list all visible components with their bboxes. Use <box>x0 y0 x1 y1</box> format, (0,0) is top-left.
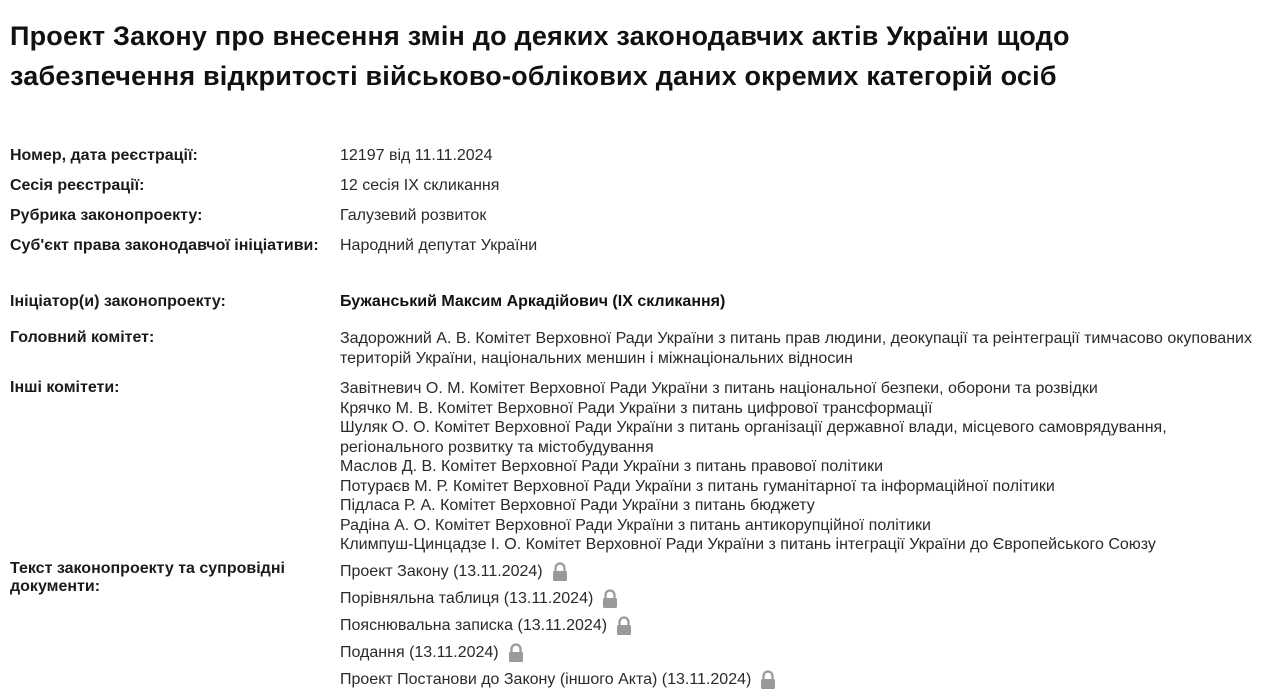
lock-icon <box>615 616 633 636</box>
other-committees-row <box>10 376 1270 557</box>
page-title: Проект Закону про внесення змін до деяких законодавчих актів України щодо забезпечення відкритості військово-облікових даних окремих категорій осіб <box>10 21 1070 91</box>
initiator-row <box>10 286 1270 326</box>
document-title: Подання (13.11.2024) <box>340 643 499 661</box>
committee-item: Климпуш-Цинцадзе І. О. Комітет Верховної Ради України з питань інтеграції України до Європейського Союзу <box>340 536 1156 553</box>
committee-item: Шуляк О. О. Комітет Верховної Ради України з питань організації державної влади, місцевого самоврядування, регіонального розвитку та містобудування <box>340 419 1167 456</box>
document-link-submission[interactable] <box>340 639 1270 666</box>
bill-info-table <box>10 144 1270 697</box>
registration-row <box>10 144 1270 174</box>
document-link-explanatory-note[interactable] <box>340 612 1270 639</box>
rubric-label: Рубрика законопроекту: <box>10 207 203 224</box>
committee-item: Потураєв М. Р. Комітет Верховної Ради України з питань гуманітарної та інформаційної політики <box>340 477 1055 495</box>
document-title: Пояснювальна записка (13.11.2024) <box>340 616 608 634</box>
main-committee-value: Задорожний А. В. Комітет Верховної Ради України з питань прав людини, деокупації та реінтеграції тимчасово окупованих територій України, національних меншин і міжнаціональних відносин <box>340 330 1252 367</box>
document-title: Проект Закону (13.11.2024) <box>340 562 543 580</box>
main-committee-row <box>10 326 1270 376</box>
registration-value: 12197 від 11.11.2024 <box>340 147 493 164</box>
document-title: Порівняльна таблиця (13.11.2024) <box>340 589 594 607</box>
registration-label: Номер, дата реєстрації: <box>10 147 198 164</box>
initiator-link[interactable]: Бужанський Максим Аркадійович (IX скликання) <box>340 293 726 310</box>
subject-label: Суб'єкт права законодавчої ініціативи: <box>10 237 319 254</box>
committee-item: Маслов Д. В. Комітет Верховної Ради України з питань правової політики <box>340 458 884 475</box>
document-title: Проект Постанови до Закону (іншого Акта) (13.11.2024) <box>340 670 752 688</box>
committee-item: Підласа Р. А. Комітет Верховної Ради України з питань бюджету <box>340 497 815 514</box>
document-link-draft-resolution[interactable] <box>340 666 1270 693</box>
documents-list <box>340 557 1270 693</box>
document-link-draft-law[interactable] <box>340 558 1270 585</box>
lock-icon <box>551 562 569 582</box>
subject-row <box>10 234 1270 286</box>
committee-item: Завітневич О. М. Комітет Верховної Ради України з питань національної безпеки, оборони та розвідки <box>340 380 1098 397</box>
lock-icon <box>507 643 525 663</box>
lock-icon <box>759 670 777 690</box>
initiator-label: Ініціатор(и) законопроекту: <box>10 293 226 310</box>
rubric-row <box>10 204 1270 234</box>
session-value: 12 сесія IX скликання <box>340 177 500 194</box>
document-link-comparison-table[interactable] <box>340 585 1270 612</box>
other-committees-list <box>340 376 1270 555</box>
session-row <box>10 174 1270 204</box>
rubric-value: Галузевий розвиток <box>340 207 487 224</box>
main-committee-label: Головний комітет: <box>10 329 155 346</box>
documents-row <box>10 557 1270 697</box>
committee-item: Радіна А. О. Комітет Верховної Ради України з питань антикорупційної політики <box>340 516 931 534</box>
documents-label: Текст законопроекту та супровідні документи: <box>10 560 285 595</box>
other-committees-label: Інші комітети: <box>10 379 120 396</box>
committee-item: Крячко М. В. Комітет Верховної Ради України з питань цифрової трансформації <box>340 399 933 417</box>
subject-value: Народний депутат України <box>340 237 538 254</box>
lock-icon <box>601 589 619 609</box>
session-label: Сесія реєстрації: <box>10 177 145 194</box>
